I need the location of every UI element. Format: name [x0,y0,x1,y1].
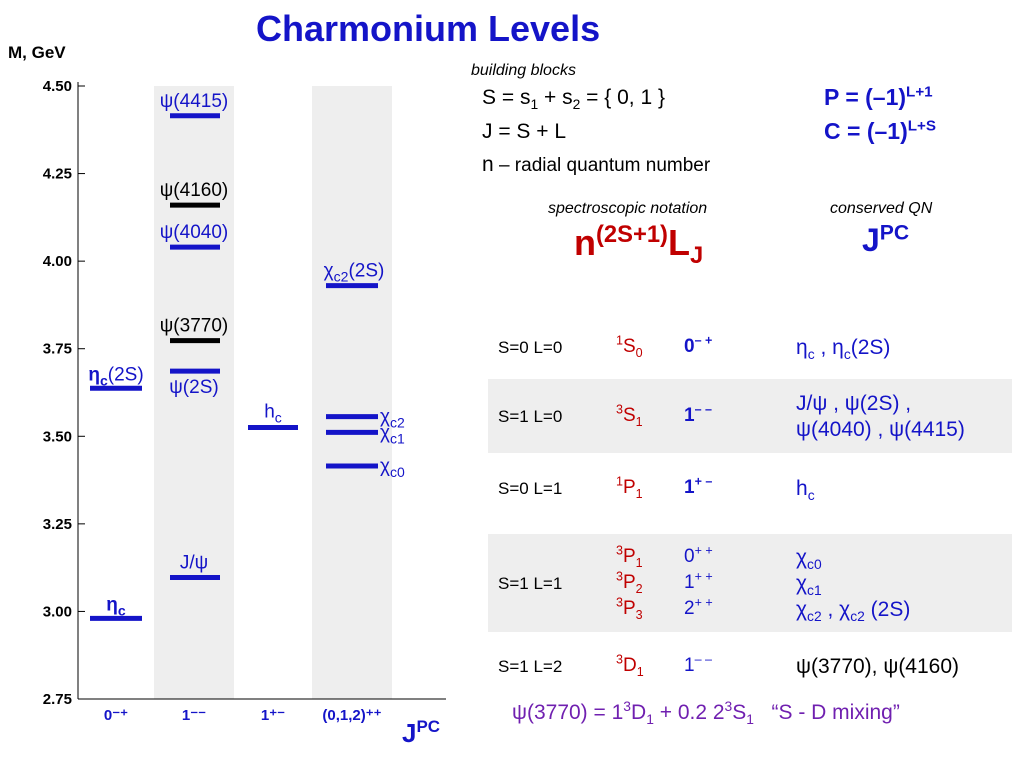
term-symbol-cell: $^3P_1$ [616,543,643,570]
y-tick-label: 2.75 [42,691,72,708]
jpc-cell: 1– – [684,402,712,426]
y-axis-label: M, GeV [8,43,66,62]
n-symbol: n [482,153,494,176]
spectroscopic-notation-label: spectroscopic notation [548,200,708,217]
states-cell: $h_c$ [796,477,815,504]
level-label: $\chi_{c1}$ [380,422,405,447]
table-row [488,457,1012,519]
level-label: $\eta_c(2S)$ [88,364,144,389]
term-symbol-cell: $^3D_1$ [616,652,644,679]
jpc-cell: 1– – [684,652,712,676]
y-tick-label: 3.25 [42,515,72,533]
level-label: ψ(2S) [169,377,219,399]
conserved-qn-label: conserved QN [830,200,933,217]
x-tick-label: 1⁺⁻ [260,707,286,724]
conserved-formula: $J^{PC}$ [862,221,910,258]
y-tick-label: 3.50 [42,428,72,446]
level-label: ψ(4415) [159,90,229,112]
term-symbol-cell: $^3P_2$ [616,569,643,596]
states-cell: ψ(4040) , ψ(4415) [796,418,965,441]
jpc-cell: 0– + [684,333,713,357]
y-tick-label: 4.50 [42,78,72,95]
states-cell: $\chi_{c2}$ , $\chi_{c2}$ (2S) [796,598,911,625]
spin-orbit-cell: S=1 L=1 [498,574,563,593]
table-row [488,316,1012,378]
term-symbol-cell: $^3S_1$ [616,402,643,429]
term-symbol-cell: $^1P_1$ [616,474,643,501]
level-label: J/ψ [179,552,209,574]
x-tick-label: 0⁻⁺ [103,707,129,724]
states-cell: $\chi_{c1}$ [796,572,822,599]
states-cell: J/ψ , ψ(2S) , [796,392,912,415]
spin-orbit-cell: S=1 L=0 [498,407,563,426]
radial-number-line [482,153,710,177]
level-label: $\eta_c$ [106,594,126,619]
level-label: $\chi_{c2}(2S)$ [323,260,385,285]
states-cell: $\eta_c$ , $\eta_c(2S)$ [796,336,891,363]
x-tick-label: (0,1,2)⁺⁺ [322,707,382,724]
jpc-cell: 1+ – [684,474,713,498]
building-blocks-heading: building blocks [471,62,576,79]
x-axis-label: $J^{PC}$ [402,717,441,748]
spectroscopic-formula: $n^{(2S+1)}L_J$ [574,221,704,270]
radial-number-text: – radial quantum number [493,155,711,176]
x-tick-label: 1⁻⁻ [181,707,207,724]
y-tick-label: 3.75 [42,340,72,358]
table-row [488,534,1012,632]
level-label: ψ(4040) [159,222,229,244]
spin-orbit-cell: S=0 L=0 [498,338,563,357]
y-tick-label: 3.00 [42,603,72,621]
page-title: Charmonium Levels [256,8,601,49]
level-label: $h_c$ [264,401,282,426]
table-row [488,379,1012,453]
sd-mixing-formula: $\psi(3770) = 1^3D_1 + 0.2$ $2^3S_1$ “S - D mixing” [512,698,900,728]
total-j-line: J = S + L [482,120,567,143]
spin-orbit-cell: S=1 L=2 [498,657,563,676]
level-label: ψ(3770) [159,315,229,337]
c-parity-formula: $C = (-1)^{L+S}$ [824,117,936,144]
level-label: $\chi_{c0}$ [380,456,405,481]
level-label: ψ(4160) [159,180,229,202]
column-band-3 [312,86,392,699]
table-row [488,633,1012,699]
term-symbol-cell: $^1S_0$ [616,333,643,360]
term-symbol-cell: $^3P_3$ [616,595,643,622]
y-tick-label: 4.25 [42,165,72,183]
y-tick-label: 4.00 [42,253,72,271]
spin-sum-line: $S = s_1 + s_2$ = { 0, 1 } [482,86,665,113]
spin-orbit-cell: S=0 L=1 [498,479,563,498]
states-cell: ψ(3770), ψ(4160) [796,655,960,678]
p-parity-formula: $P = (-1)^{L+1}$ [824,83,933,110]
level-label: $\chi_{c2}$ [380,406,405,431]
jpc-cell: 2+ + [684,595,713,619]
jpc-cell: 1+ + [684,569,713,593]
states-cell: $\chi_{c0}$ [796,546,822,573]
charmonium-level-chart [0,0,460,768]
jpc-cell: 0+ + [684,543,713,567]
